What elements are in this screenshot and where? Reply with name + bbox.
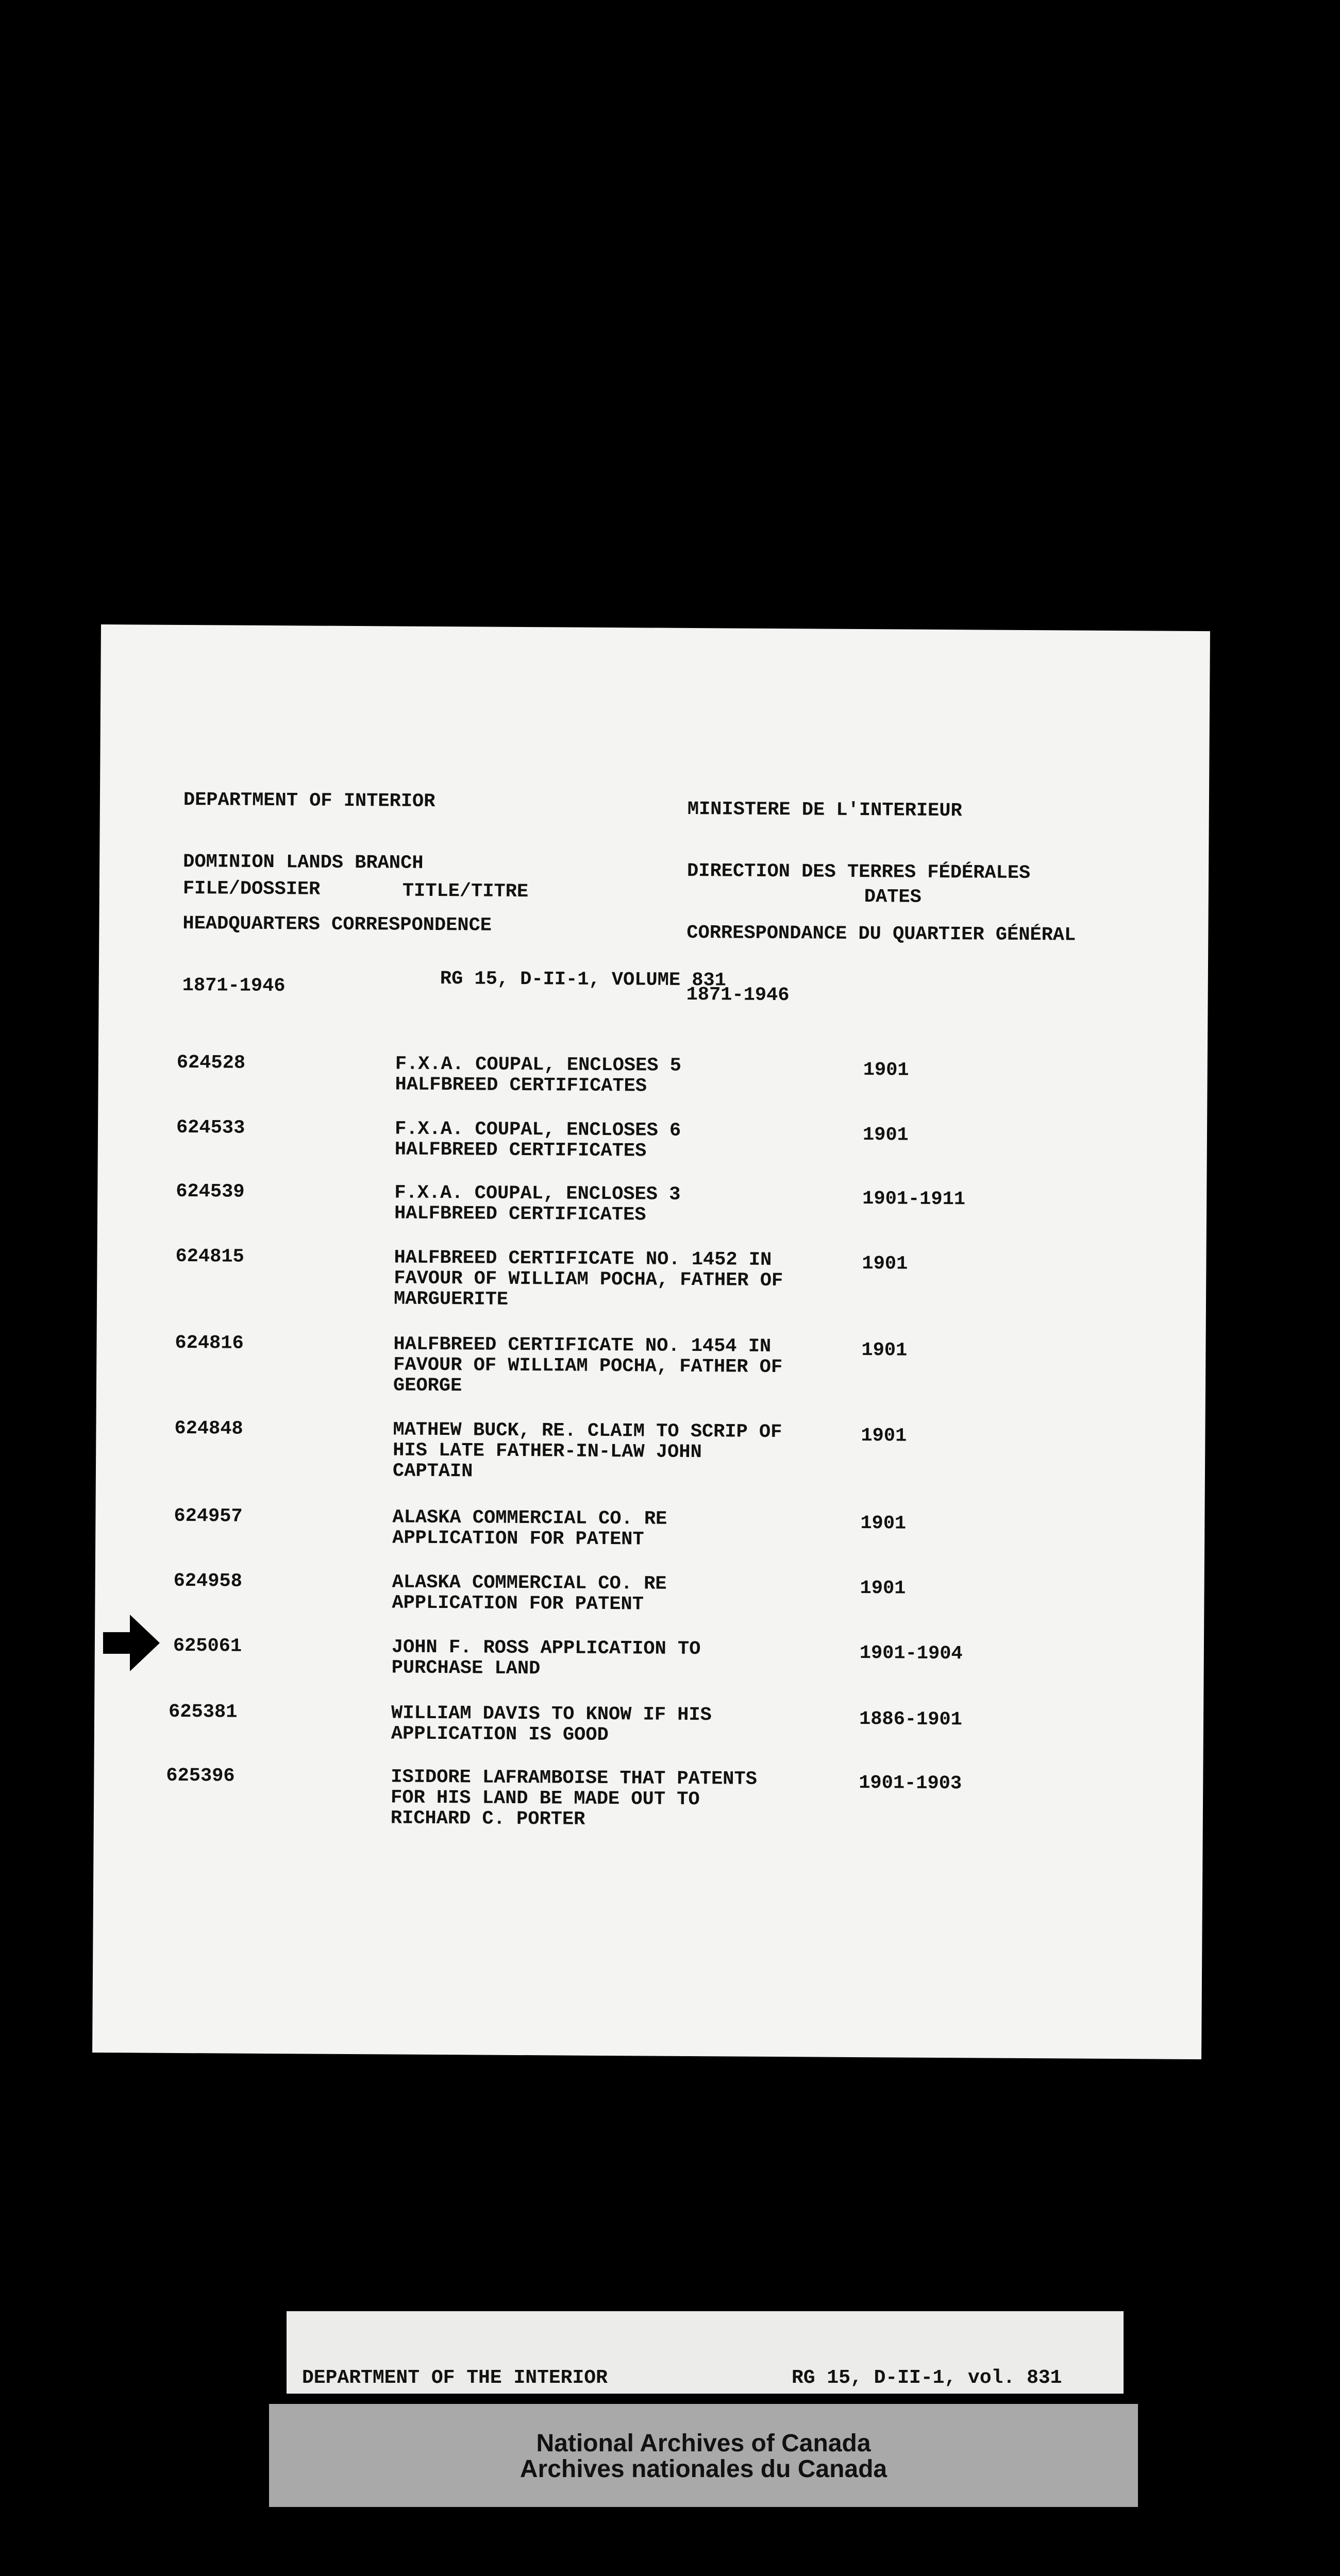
file-number: 624958 xyxy=(173,1570,243,1592)
file-title: F.X.A. COUPAL, ENCLOSES 6 HALFBREED CERTIFICATES xyxy=(394,1118,681,1162)
file-dates: 1901 xyxy=(861,1340,908,1362)
archives-banner xyxy=(269,2404,1138,2507)
table-row xyxy=(95,1505,1205,1569)
table-row xyxy=(94,1765,1203,1831)
archives-name-french: Archives nationales du Canada xyxy=(520,2455,887,2483)
file-number: 625396 xyxy=(166,1765,235,1787)
header-english-line-2: DOMINION LANDS BRANCH xyxy=(183,851,424,874)
file-title: ISIDORE LAFRAMBOISE THAT PATENTS FOR HIS LAND BE MADE OUT TO RICHARD C. PORTER xyxy=(390,1766,757,1831)
table-row xyxy=(96,1332,1206,1396)
file-title: ALASKA COMMERCIAL CO. RE APPLICATION FOR PATENT xyxy=(392,1571,667,1616)
column-header-title: TITLE/TITRE xyxy=(402,880,529,903)
table-row xyxy=(97,1117,1207,1180)
file-dates: 1901 xyxy=(863,1059,909,1081)
file-dates: 1886-1901 xyxy=(859,1708,963,1731)
column-header-file: FILE/DOSSIER xyxy=(182,877,321,901)
file-title: JOHN F. ROSS APPLICATION TO PURCHASE LAND xyxy=(391,1636,701,1680)
column-header-dates: DATES xyxy=(864,886,922,908)
file-number: 624848 xyxy=(174,1417,243,1440)
file-number: 624533 xyxy=(176,1116,245,1139)
file-number: 624539 xyxy=(176,1180,245,1203)
file-title: HALFBREED CERTIFICATE NO. 1454 IN FAVOUR OF WILLIAM POCHA, FATHER OF GEORGE xyxy=(393,1333,783,1397)
file-title: ALASKA COMMERCIAL CO. RE APPLICATION FOR PATENT xyxy=(392,1506,667,1551)
file-title: MATHEW BUCK, RE. CLAIM TO SCRIP OF HIS LATE FATHER-IN-LAW JOHN CAPTAIN xyxy=(392,1419,782,1483)
arrow-right-icon xyxy=(103,1615,160,1671)
label-volume: RG 15, D-II-1, vol. 831 xyxy=(792,2367,1062,2389)
volume-reference: RG 15, D-II-1, VOLUME 831 xyxy=(440,968,727,992)
header-english-line-1: DEPARTMENT OF INTERIOR xyxy=(183,789,435,812)
file-dates: 1901-1903 xyxy=(859,1772,962,1795)
file-number: 625061 xyxy=(173,1635,242,1657)
file-dates: 1901 xyxy=(862,1124,909,1146)
file-title: F.X.A. COUPAL, ENCLOSES 5 HALFBREED CERTIFICATES xyxy=(395,1053,682,1097)
header-english-line-4: 1871-1946 xyxy=(182,974,286,997)
file-dates: 1901 xyxy=(860,1513,907,1535)
file-number: 625381 xyxy=(168,1701,238,1723)
file-dates: 1901 xyxy=(860,1578,906,1600)
label-department-english: DEPARTMENT OF THE INTERIOR xyxy=(302,2367,608,2389)
file-number: 624815 xyxy=(175,1245,244,1268)
file-dates: 1901 xyxy=(862,1253,908,1275)
table-row xyxy=(96,1418,1205,1481)
table-row xyxy=(97,1246,1207,1309)
file-title: F.X.A. COUPAL, ENCLOSES 3 HALFBREED CERTIFICATES xyxy=(394,1182,681,1226)
header-english-line-3: HEADQUARTERS CORRESPONDENCE xyxy=(182,912,492,937)
file-dates: 1901 xyxy=(861,1425,907,1447)
file-title: WILLIAM DAVIS TO KNOW IF HIS APPLICATION IS GOOD xyxy=(391,1702,712,1747)
header-french-line-4: 1871-1946 xyxy=(686,984,790,1007)
header-french-line-1: MINISTERE DE L'INTERIEUR xyxy=(687,798,962,822)
document-sheet xyxy=(92,624,1210,2059)
table-row xyxy=(94,1701,1204,1765)
table-row xyxy=(95,1570,1204,1634)
file-number: 624957 xyxy=(174,1505,243,1528)
file-dates: 1901-1904 xyxy=(859,1642,963,1665)
header-french-line-2: DIRECTION DES TERRES FÉDÉRALES xyxy=(686,860,1031,885)
archives-name-english: National Archives of Canada xyxy=(536,2430,871,2457)
file-title: HALFBREED CERTIFICATE NO. 1452 IN FAVOUR OF WILLIAM POCHA, FATHER OF MARGUERITE xyxy=(393,1247,783,1311)
file-number: 624816 xyxy=(175,1332,244,1354)
table-row xyxy=(94,1635,1204,1699)
microfilm-label xyxy=(287,2311,1124,2394)
table-row xyxy=(97,1181,1207,1244)
archives-banner-text xyxy=(269,2431,1138,2482)
file-number: 624528 xyxy=(176,1052,246,1074)
table-row xyxy=(98,1052,1208,1115)
file-dates: 1901-1911 xyxy=(862,1188,966,1211)
header-french-line-3: CORRESPONDANCE DU QUARTIER GÉNÉRAL xyxy=(686,922,1076,946)
